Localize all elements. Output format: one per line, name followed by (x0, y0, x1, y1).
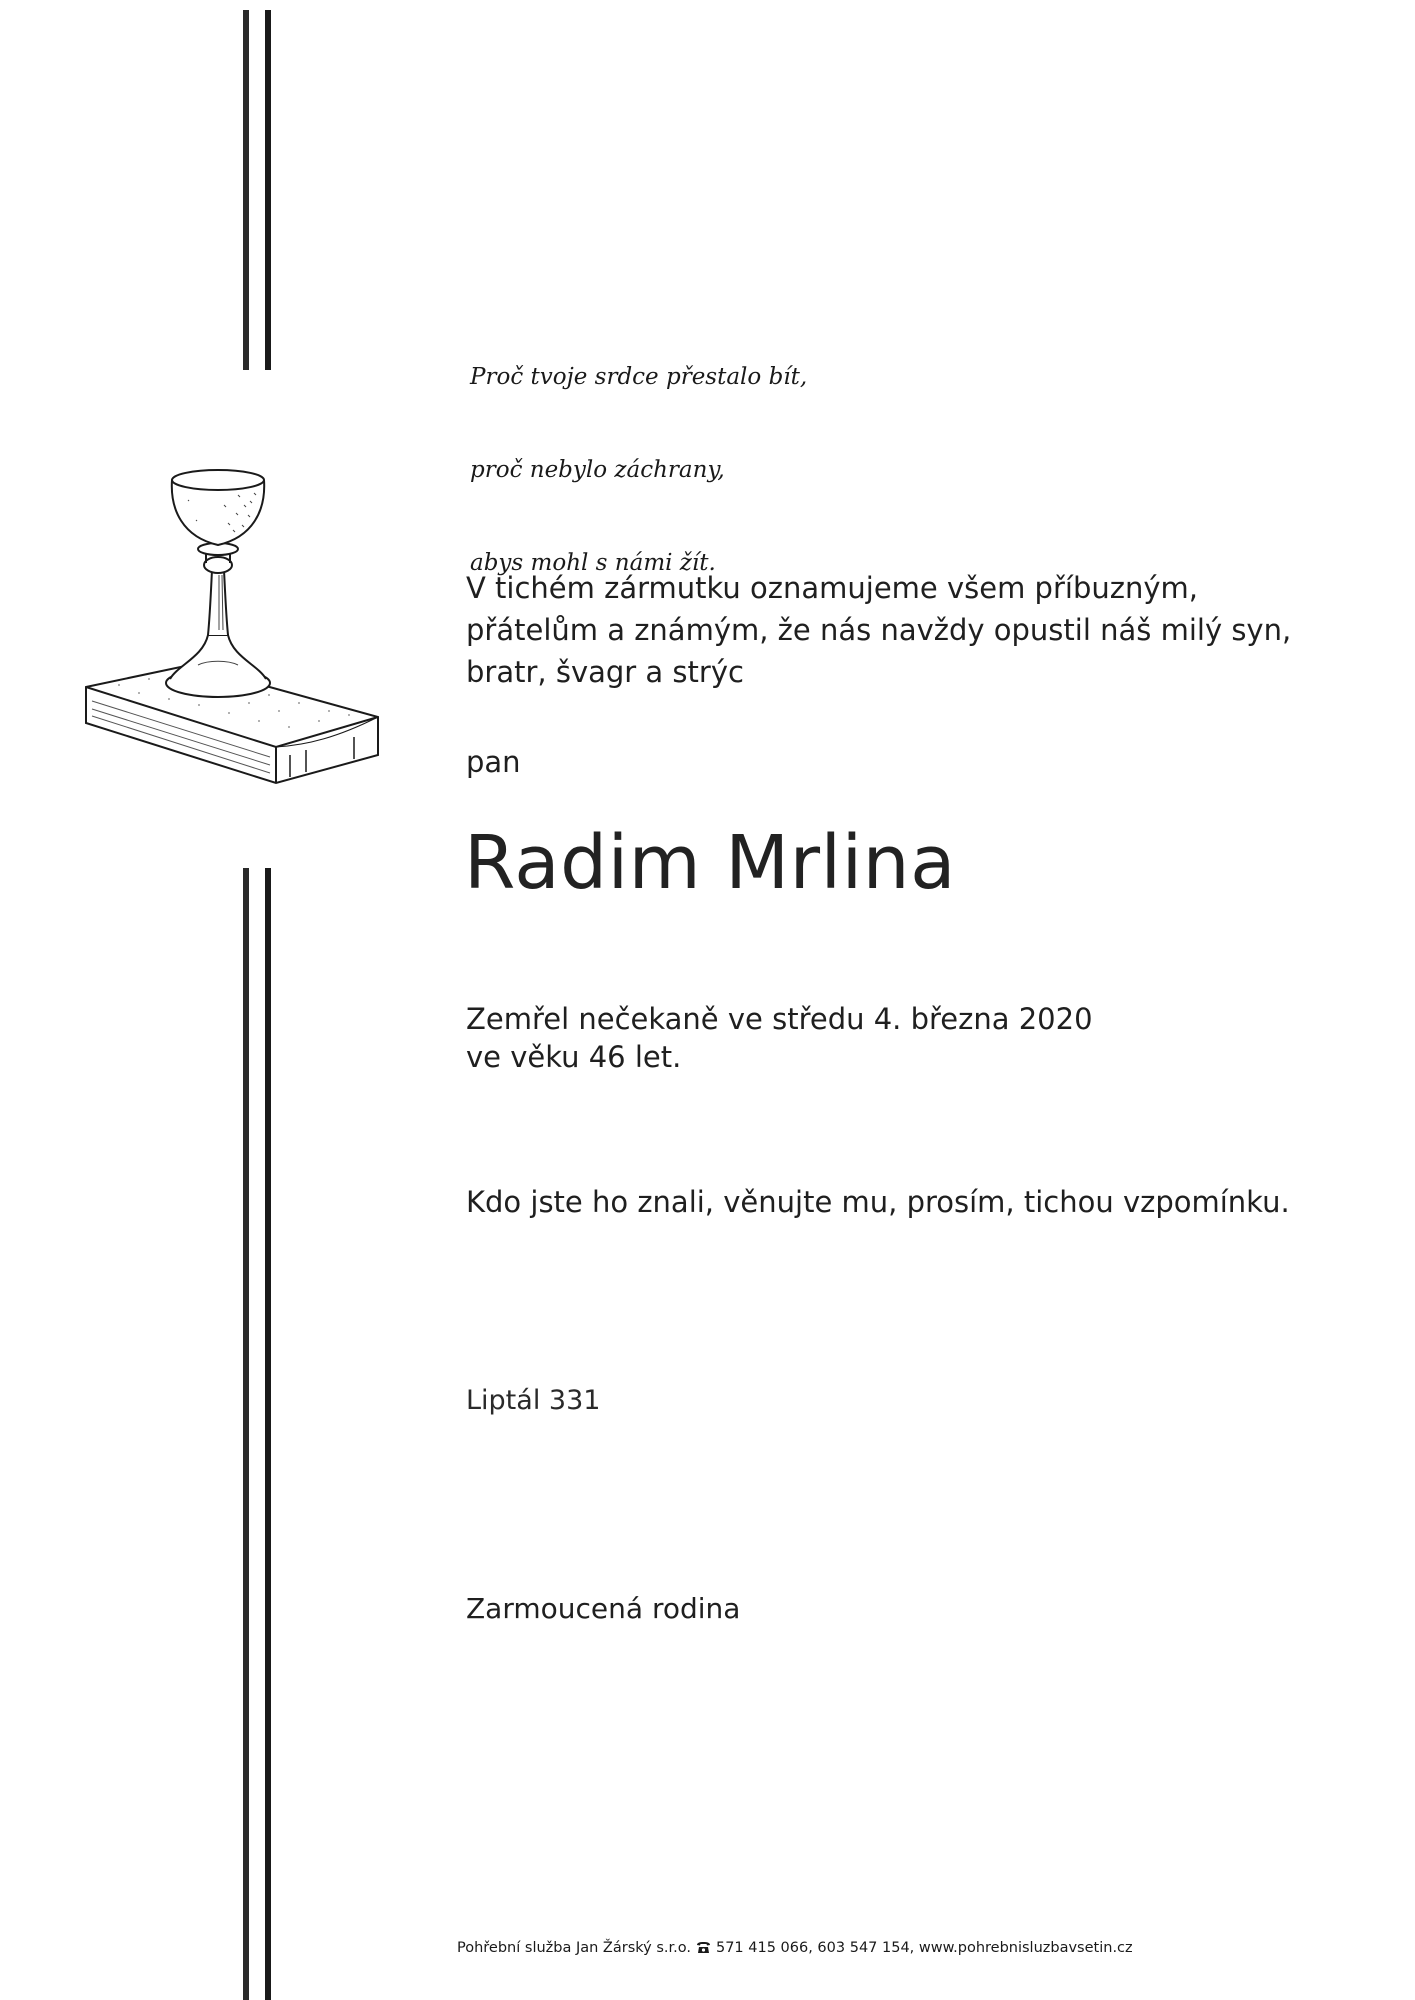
vertical-rule-top-right (265, 10, 271, 370)
announcement-line: V tichém zármutku oznamujeme všem příbuzným, (466, 571, 1198, 605)
verse-line: proč nebylo záchrany, (470, 457, 725, 483)
verse-line: Proč tvoje srdce přestalo bít, (470, 364, 808, 390)
telephone-icon (696, 1941, 711, 1954)
chalice-on-book-icon (78, 465, 403, 800)
vertical-rule-bottom-right (265, 868, 271, 2000)
salutation: pan (466, 745, 521, 779)
funeral-service-footer (457, 1940, 1133, 1956)
death-line: Zemřel nečekaně ve středu 4. března 2020 (466, 1002, 1093, 1036)
announcement-line: přátelům a známým, že nás navždy opustil náš milý syn, (466, 613, 1292, 647)
announcement-text (466, 567, 1292, 693)
remembrance-request: Kdo jste ho znali, věnujte mu, prosím, tichou vzpomínku. (466, 1185, 1290, 1219)
vertical-rule-top-left (243, 10, 249, 370)
footer-contact: 571 415 066, 603 547 154, www.pohrebnisluzbavsetin.cz (715, 1940, 1133, 1956)
death-notice (466, 1000, 1093, 1076)
death-line: ve věku 46 let. (466, 1040, 682, 1074)
address: Liptál 331 (466, 1385, 601, 1416)
family-signature: Zarmoucená rodina (466, 1592, 741, 1625)
deceased-name: Radim Mrlina (464, 820, 956, 906)
vertical-rule-bottom-left (243, 868, 249, 2000)
footer-company: Pohřební služba Jan Žárský s.r.o. (457, 1940, 691, 1956)
announcement-line: bratr, švagr a strýc (466, 655, 744, 689)
verse-line: abys mohl s námi žít. (470, 550, 716, 576)
